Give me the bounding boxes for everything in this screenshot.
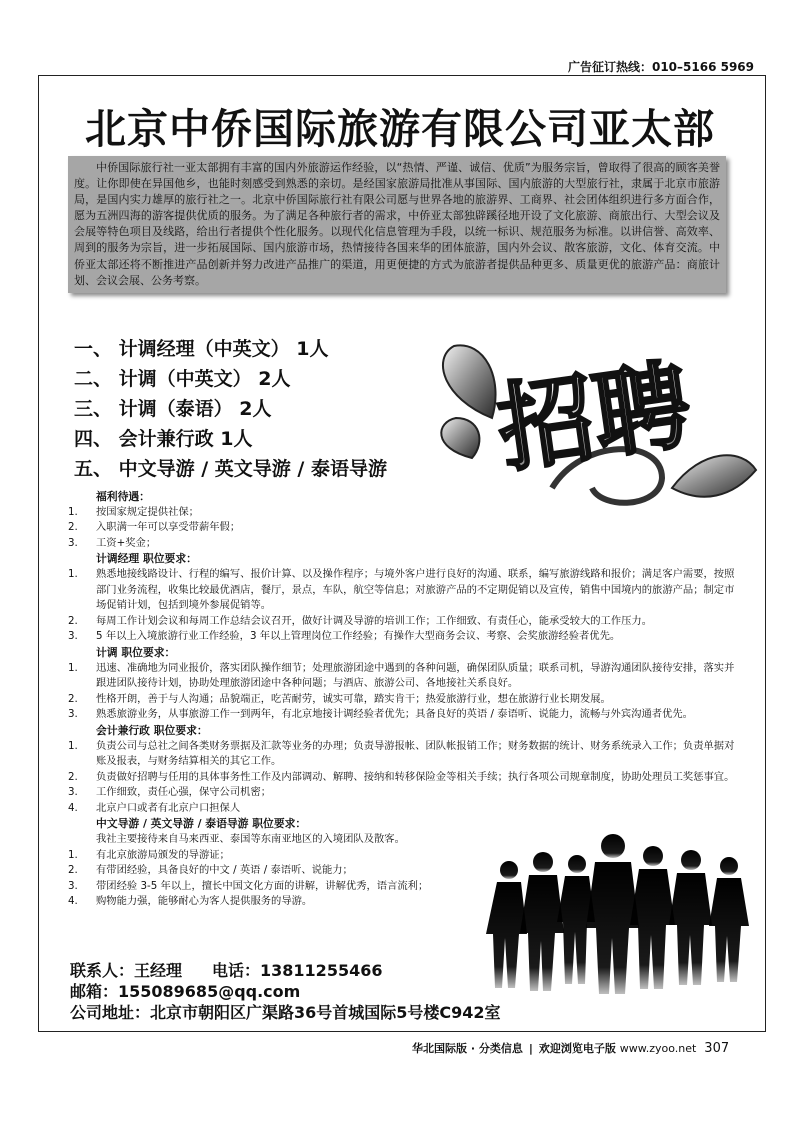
list-item <box>68 629 744 645</box>
page-title: 北京中侨国际旅游有限公司亚太部 <box>85 105 715 153</box>
item-number: 1. <box>68 848 78 861</box>
leaf-shape <box>443 345 496 418</box>
list-item <box>68 692 744 708</box>
item-text: 每周工作计划会议和每周工作总结会议召开，做好计调及导游的培训工作；工作细致、有责任心，能承受较大的工作压力。 <box>96 614 653 627</box>
item-number: 2. <box>68 521 78 534</box>
section-note: 我社主要接待来自马来西亚、泰国等东南亚地区的入境团队及散客。 <box>96 833 405 846</box>
section-title: 中文导游 / 英文导游 / 泰语导游 职位要求： <box>96 817 307 831</box>
person-silhouette <box>586 834 639 994</box>
item-number: 3. <box>68 536 78 549</box>
person-silhouette <box>709 857 749 982</box>
list-item <box>68 567 744 614</box>
item-number: 3. <box>68 879 78 892</box>
item-text: 性格开朗，善于与人沟通；品貌端正，吃苦耐劳，诚实可靠，踏实肯干；热爱旅游行业，想在旅游行业长期发展。 <box>96 692 611 705</box>
contact-email: 邮箱：155089685@qq.com <box>70 982 301 1001</box>
item-text: 熟悉旅游业务，从事旅游工作一到两年，有北京地接计调经验者优先；具备良好的英语 / 泰语听、说能力，流畅与外宾沟通者优先。 <box>96 708 693 721</box>
section-title: 福利待遇： <box>96 490 150 503</box>
item-text: 熟悉地接线路设计、行程的编写、报价计算、以及操作程序；与境外客户进行良好的沟通、联系，编写旅游线路和报价；满足客户需要，按照部门业务流程，收集比较最优酒店，餐厅，景点，车队，航空等信息；对旅游产品的不定期促销以及宣传，销售中国境内的旅游产品；制定市场促销计划，包括到境外参展促销等。 <box>96 567 735 612</box>
list-item <box>68 536 744 552</box>
business-people-silhouette <box>485 822 763 998</box>
footer-slogan: 欢迎浏览电子版 <box>538 1042 616 1055</box>
list-item <box>68 801 744 817</box>
item-number: 1. <box>68 661 78 674</box>
footer-url[interactable]: www.zyoo.net <box>619 1042 697 1055</box>
contact-phone: 电话：13811255466 <box>212 961 383 980</box>
position-item: 三、 计调（泰语） 2人 <box>74 398 272 420</box>
position-item: 一、 计调经理（中英文） 1人 <box>74 338 329 360</box>
section-title: 计调经理 职位要求： <box>96 552 197 566</box>
item-number: 1. <box>68 739 78 752</box>
positions-list <box>74 334 387 484</box>
ad-hotline: 广告征订热线：010–5166 5969 <box>567 60 754 74</box>
list-item <box>68 505 744 521</box>
section-title: 计调 职位要求： <box>96 645 176 659</box>
item-number: 1. <box>68 505 78 518</box>
leaf-shape <box>441 418 479 458</box>
footer-separator: | <box>528 1042 533 1055</box>
item-text: 带团经验 3-5 年以上，擅长中国文化方面的讲解，讲解优秀，语言流利； <box>96 879 429 892</box>
item-text: 购物能力强，能够耐心为客人提供服务的导游。 <box>96 895 313 908</box>
item-text: 入职满一年可以享受带薪年假； <box>96 521 241 534</box>
company-intro: 中侨国际旅行社一亚太部拥有丰富的国内外旅游运作经验，以“热情、严谨、诚信、优质”为服务宗旨，曾取得了很高的顾客美誉度。让你即使在异国他乡，也能时刻感受到熟悉的亲切。是经国家旅游局批准从事国际、国内旅游的大型旅行社，隶属于北京市旅游局，是国内实力雄厚的旅行社之一。北京中侨国际旅行社有限公司愿与世界各地的旅游界、工商界、社会团体组织进行多方面合作，愿为五洲四海的游客提供优质的服务。为了满足各种旅行者的需求，中侨亚太部独辟蹊径地开设了文化旅游、商旅出行、大型会议及会展等特色项目及线路，给出行者提供个性化服务。以现代化信息管理为手段，以统一标识、规范服务为标准。以讲信誉、高效率、周到的服务为宗旨，进一步拓展国际、国内旅游市场，热情接待各国来华的团体旅游，国内外会议、散客旅游，文化、体育交流。中侨亚太部还将不断推进产品创新并努力改进产品推广的渠道，用更便捷的方式为旅游者提供品种更多、质量更优的旅游产品：商旅计划、会议会展、公务考察。 <box>68 156 726 293</box>
item-text: 有带团经验，具备良好的中文 / 英语 / 泰语听、说能力； <box>96 864 353 877</box>
list-item <box>68 661 744 692</box>
item-number: 2. <box>68 614 78 627</box>
footer-section: 华北国际版 · 分类信息 <box>412 1042 523 1055</box>
list-item <box>68 739 744 770</box>
item-number: 3. <box>68 630 78 643</box>
recruit-art-text: 招聘 <box>491 347 697 487</box>
list-item <box>68 770 744 786</box>
contact-address: 公司地址：北京市朝阳区广渠路36号首城国际5号楼C942室 <box>70 1003 501 1022</box>
position-item: 二、 计调（中英文） 2人 <box>74 368 291 390</box>
item-number: 2. <box>68 864 78 877</box>
item-text: 负责公司与总社之间各类财务票据及汇款等业务的办理；负责导游报帐、团队帐报销工作；财务数据的统计、财务系统录入工作；负责单据对账及报表，与财务结算相关的其它工作。 <box>96 739 735 768</box>
position-item: 五、 中文导游 / 英文导游 / 泰语导游 <box>74 458 387 480</box>
item-text: 有北京旅游局颁发的导游证； <box>96 848 230 861</box>
item-text: 按国家规定提供社保； <box>96 505 199 518</box>
contact-person: 联系人：王经理 <box>70 961 183 980</box>
item-number: 3. <box>68 708 78 721</box>
section-title: 会计兼行政 职位要求： <box>96 723 208 737</box>
recruit-logo <box>432 338 758 514</box>
page-footer <box>412 1040 729 1056</box>
page-number: 307 <box>704 1041 730 1056</box>
item-text: 北京户口或者有北京户口担保人 <box>96 801 241 814</box>
item-text: 负责做好招聘与任用的具体事务性工作及内部调动、解聘、接纳和转移保险金等相关手续；执行各项公司规章制度，协助处理员工奖惩事宜。 <box>96 770 735 783</box>
item-text: 工作细致，责任心强，保守公司机密； <box>96 786 272 799</box>
item-number: 1. <box>68 567 78 580</box>
item-text: 工资+奖金； <box>96 536 157 549</box>
contact-info <box>70 960 501 1023</box>
item-number: 4. <box>68 801 78 814</box>
person-silhouette <box>669 850 712 985</box>
item-number: 3. <box>68 786 78 799</box>
list-item <box>68 614 744 630</box>
list-item <box>68 707 744 723</box>
item-number: 2. <box>68 770 78 783</box>
position-item: 四、 会计兼行政 1人 <box>74 428 253 450</box>
item-text: 5 年以上入境旅游行业工作经验，3 年以上管理岗位工作经验；有操作大型商务会议、考察、会奖旅游经验者优先。 <box>96 630 621 643</box>
list-item <box>68 785 744 801</box>
item-number: 2. <box>68 692 78 705</box>
person-silhouette <box>630 846 675 989</box>
item-text: 迅速、准确地为同业报价，落实团队操作细节；处理旅游团途中遇到的各种问题，确保团队质量；联系司机，导游沟通团队接待安排，落实并跟进团队接待计划，协助处理旅游团途中各种问题；与酒店、旅游公司、各地接社关系良好。 <box>96 661 735 690</box>
list-item <box>68 520 744 536</box>
item-number: 4. <box>68 895 78 908</box>
